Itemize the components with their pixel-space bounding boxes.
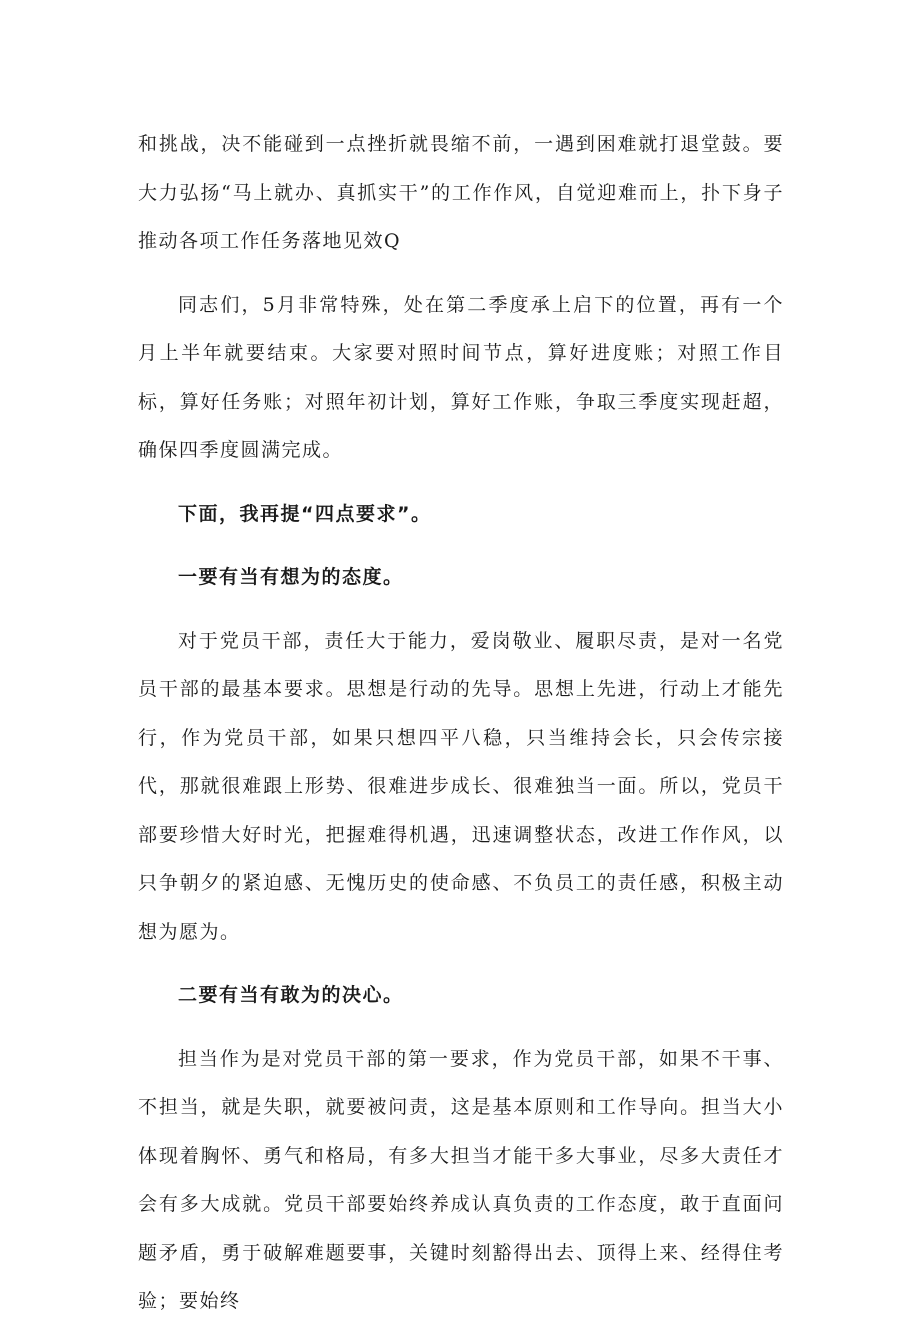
document-body [138, 120, 784, 1326]
paragraph-first-requirement: 对于党员干部，责任大于能力，爱岗敬业、履职尽责，是对一名党员干部的最基本要求。思想是行动的先导。思想上先进，行动上才能先行，作为党员干部，如果只想四平八稳，只当维持会长，只会传宗接代，那就很难跟上形势、很难进步成长、很难独当一面。所以，党员干部要珍惜大好时光，把握难得机遇，迅速调整状态，改进工作作风，以只争朝夕的紧迫感、无愧历史的使命感、不负员工的责任感，积极主动想为愿为。 [138, 629, 784, 943]
paragraph-second-requirement: 担当作为是对党员干部的第一要求，作为党员干部，如果不干事、不担当，就是失职，就要被问责，这是基本原则和工作导向。担当大小体现着胸怀、勇气和格局，有多大担当才能干多大事业，尽多大责任才会有多大成就。党员干部要始终养成认真负责的工作态度，敢于直面问题矛盾，勇于破解难题要事，关键时刻豁得出去、顶得上来、经得住考验；要始终 [138, 1047, 784, 1312]
section-heading-first-requirement: 一要有当有想为的态度。 [178, 566, 404, 588]
section-heading-second-requirement: 二要有当有敢为的决心。 [178, 984, 404, 1006]
section-heading-four-requirements: 下面，我再提“四点要求”。 [178, 502, 432, 525]
paragraph-continued: 和挑战，决不能碰到一点挫折就畏缩不前，一遇到困难就打退堂鼓。要大力弘扬“马上就办、真抓实干”的工作作风，自觉迎难而上，扑下身子推动各项工作任务落地见效Q [138, 133, 784, 252]
paragraph-progress: 同志们，5月非常特殊，处在第二季度承上启下的位置，再有一个月上半年就要结束。大家要对照时间节点，算好进度账；对照工作目标，算好任务账；对照年初计划，算好工作账，争取三季度实现赶超，确保四季度圆满完成。 [138, 293, 784, 461]
